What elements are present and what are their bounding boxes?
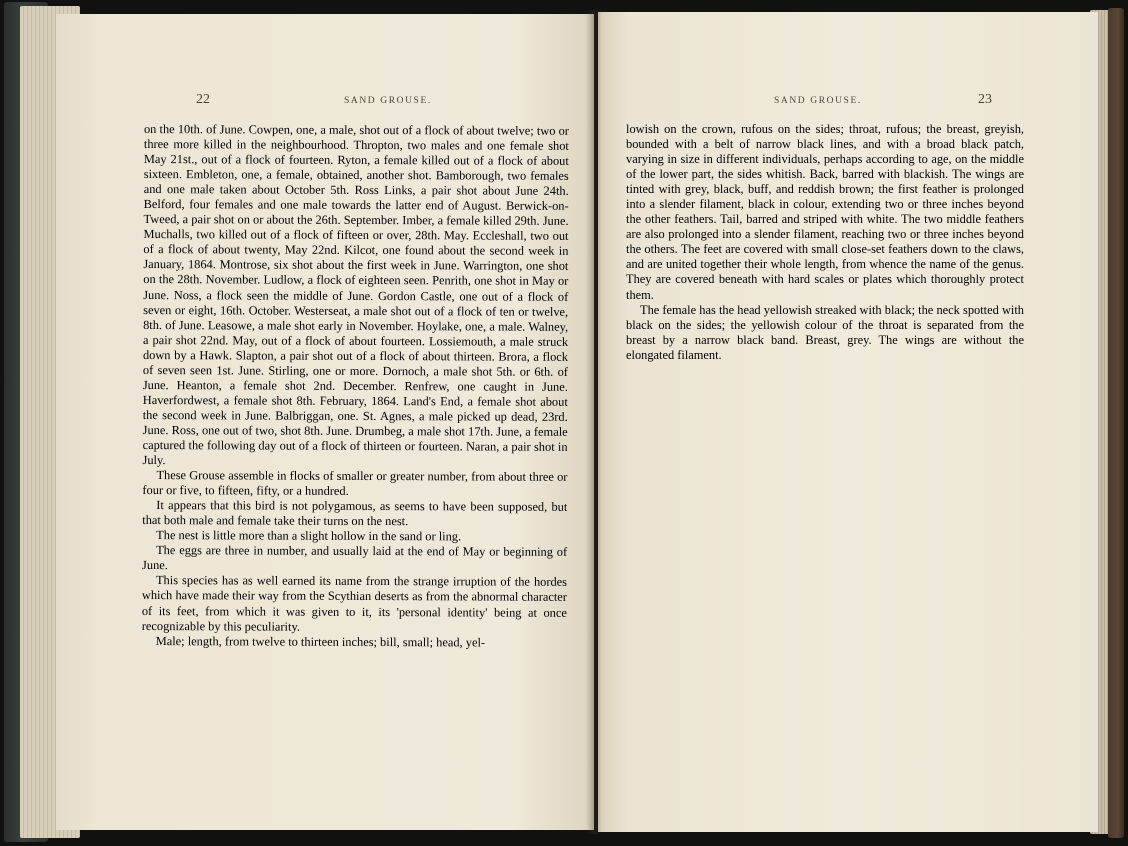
paragraph: These Grouse assemble in flocks of smaller or greater number, from about three or four or five, to fifteen, fifty, or a hundred. (142, 468, 568, 499)
paragraph: on the 10th. of June. Cowpen, one, a male, shot out of a flock of about twelve; two or three more killed in the neighbourhood. Thropton, two males and one female shot May 21st., out of a flock of fourteen. Ryton, a female killed out of a flock of about sixteen. Embleton, one, a female, obtained, another shot. Bamborough, two females and one male taken about October 5th. Ross Links, a pair shot about June 24th. Belford, four females and one male towards the latter end of August. Berwick-on-Tweed, a pair shot on or about the 26th. September. Imber, a female killed 29th. June. Muchalls, two killed out of a flock of fifteen or over, 28th. May. Eccleshall, two out of a flock of about twenty, May 22nd. Kilcot, one found about the second week in January, 1864. Montrose, six shot about the first week in June. Warrington, one shot on the 28th. November. Ludlow, a flock of eighteen seen. Penrith, one shot in May or June. Noss, a flock seen the middle of June. Gordon Castle, one out of a flock of seven or eight, 16th. October. Westerseat, a male shot out of a flock of ten or twelve, 8th. of June. Leasowe, a male shot early in November. Hoylake, one, a male. Walney, a pair shot 22nd. May, out of a flock of about fourteen. Lossiemouth, a male struck down by a Hawk. Slapton, a pair shot out of a flock of about thirteen. Brora, a flock of seven seen 1st. June. Stirling, one or more. Dornoch, a male shot 5th. or 6th. of June. Heanton, a female shot 2nd. December. Renfrew, one caught in June. Haverfordwest, a female shot 8th. February, 1864. Land's End, a female shot about the second week in June. Balbriggan, one. St. Agnes, a male picked up dead, 23rd. June. Ross, one out of two, shot 8th. June. Drumbeg, a male shot 17th. June, a female captured the following day out of a flock of thirteen or fourteen. Naran, a pair shot in July. (142, 122, 569, 468)
right-cover-binding (1108, 8, 1124, 838)
right-page-body (626, 122, 1024, 363)
left-page-body (142, 122, 569, 650)
right-page-number: 23 (978, 92, 992, 107)
book-gutter (586, 10, 602, 834)
paragraph: It appears that this bird is not polygamous, as seems to have been supposed, but that both male and female take their turns on the nest. (142, 498, 568, 529)
paragraph: lowish on the crown, rufous on the sides; throat, rufous; the breast, greyish, bounded with a belt of narrow black lines, and with a broad black patch, varying in size in different individuals, perhaps according to age, on the middle of the lower part, the sides whitish. Back, barred with blackish. The wings are tinted with grey, black, buff, and reddish brown; the first feather is prolonged into a slender filament, black in colour, extending two or three inches beyond the other feathers. Tail, barred and striped with white. The two middle feathers are also prolonged into a slender filament, reaching two or three inches beyond the others. The feet are covered with small close-set feathers down to the claws, and are united together their whole length, from whence the name of the genus. They are covered beneath with hard scales or plates which thoroughly protect them. (626, 122, 1024, 302)
left-page-number: 22 (196, 92, 210, 107)
paragraph: The female has the head yellowish streaked with black; the neck spotted with black on the sides; the yellowish colour of the throat is separated from the breast by a narrow black band. Breast, grey. The wings are without the elongated filament. (626, 302, 1024, 362)
paragraph: The eggs are three in number, and usually laid at the end of May or beginning of June. (142, 543, 568, 573)
paragraph: The nest is little more than a slight hollow in the sand or ling. (156, 528, 462, 544)
paragraph: This species has as well earned its name from the strange irruption of the hordes which have made their way from the Scythian deserts as from the abnormal character of its feet, from which it was given to it, its 'personal identity' being at once recognizable by this peculiarity. (141, 573, 568, 634)
left-running-head: SAND GROUSE. (344, 96, 432, 106)
paragraph: Male; length, from twelve to thirteen inches; bill, small; head, yel- (155, 633, 486, 650)
right-running-head: SAND GROUSE. (774, 96, 862, 106)
